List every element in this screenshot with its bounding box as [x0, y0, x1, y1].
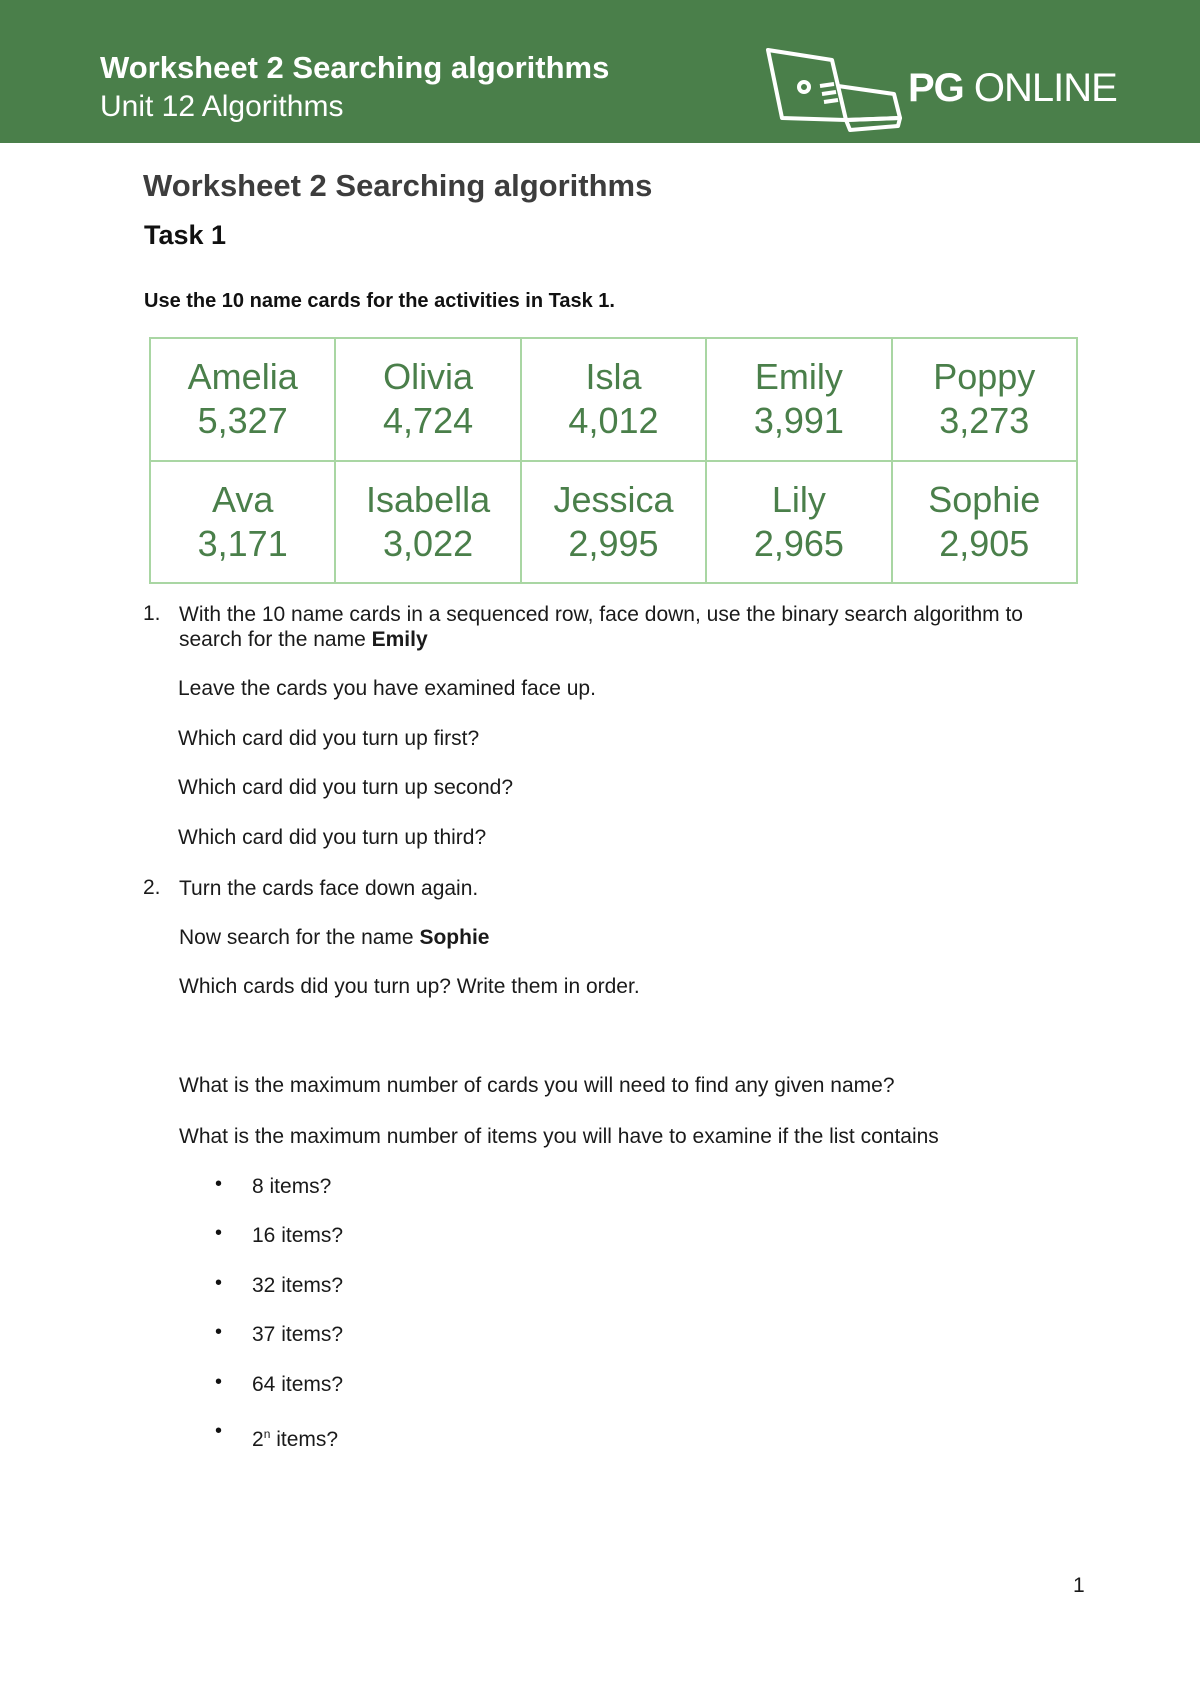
name-card [335, 461, 520, 584]
card-name: Lily [771, 478, 826, 520]
power-rest: items? [270, 1428, 339, 1451]
bullet-icon: • [215, 1173, 223, 1195]
question-2-number: 2. [143, 876, 161, 899]
card-value: 3,022 [383, 522, 474, 564]
list-item: 64 items? [252, 1373, 344, 1396]
card-name: Isabella [366, 478, 491, 520]
card-value: 4,012 [568, 400, 659, 442]
card-name: Amelia [187, 356, 298, 398]
question-1-third-card: Which card did you turn up third? [178, 826, 487, 849]
brand-name-rest: ONLINE [963, 66, 1117, 110]
task-heading: Task 1 [144, 220, 227, 250]
question-1-second-card: Which card did you turn up second? [178, 776, 514, 799]
card-name: Poppy [933, 356, 1036, 398]
question-1-instruction: Leave the cards you have examined face up. [178, 677, 596, 700]
question-2-search [179, 925, 489, 951]
search-name-emily: Emily [371, 628, 428, 651]
name-card [150, 461, 335, 584]
page-header-banner [0, 0, 1200, 143]
card-value: 3,273 [939, 400, 1030, 442]
question-1-line-2-text: search for the name [179, 628, 372, 651]
bullet-icon: • [215, 1321, 223, 1343]
header-subtitle: Unit 12 Algorithms [100, 90, 344, 123]
cards-row [150, 338, 1077, 461]
name-card [706, 461, 891, 584]
card-value: 4,724 [383, 400, 474, 442]
power-exponent: n [263, 1427, 271, 1441]
brand-name [908, 66, 1117, 111]
list-item: 37 items? [252, 1323, 344, 1346]
name-cards-table [149, 337, 1078, 584]
question-1-first-card: Which card did you turn up first? [178, 727, 480, 750]
name-card [521, 338, 706, 461]
search-name-sophie: Sophie [419, 926, 490, 949]
list-item: 8 items? [252, 1175, 332, 1198]
card-name: Olivia [383, 356, 474, 398]
name-card [521, 461, 706, 584]
brand-name-bold: PG [908, 66, 964, 110]
question-1-number: 1. [143, 602, 161, 625]
card-value: 2,995 [568, 522, 659, 564]
question-2-max-cards: What is the maximum number of cards you will need to find any given name? [179, 1074, 895, 1097]
card-name: Ava [212, 478, 274, 520]
list-item [252, 1421, 338, 1453]
bullet-icon: • [215, 1420, 223, 1442]
card-value: 2,965 [753, 522, 844, 564]
name-card [150, 338, 335, 461]
question-2-which-cards: Which cards did you turn up? Write them in order. [179, 975, 640, 998]
question-2-max-items: What is the maximum number of items you will have to examine if the list contains [179, 1125, 939, 1148]
name-card [335, 338, 520, 461]
card-value: 5,327 [197, 400, 288, 442]
bullet-icon: • [215, 1371, 223, 1393]
list-item: 32 items? [252, 1274, 344, 1297]
name-card [892, 338, 1077, 461]
question-2-turn-down: Turn the cards face down again. [179, 877, 479, 900]
name-card [892, 461, 1077, 584]
list-item: 16 items? [252, 1224, 344, 1247]
card-value: 2,905 [939, 522, 1030, 564]
task-intro: Use the 10 name cards for the activities in Task 1. [144, 290, 615, 312]
page-number: 1 [1073, 1574, 1085, 1597]
card-name: Isla [585, 356, 642, 398]
bullet-icon: • [215, 1272, 223, 1294]
card-value: 3,991 [753, 400, 844, 442]
card-name: Sophie [928, 478, 1041, 520]
power-base: 2 [252, 1428, 264, 1451]
card-name: Emily [754, 356, 843, 398]
bullet-icon: • [215, 1222, 223, 1244]
card-value: 3,171 [197, 522, 288, 564]
question-2-search-text: Now search for the name [179, 926, 420, 949]
name-card [706, 338, 891, 461]
question-1-line-2 [179, 627, 428, 653]
header-title: Worksheet 2 Searching algorithms [100, 50, 610, 85]
cards-row [150, 461, 1077, 584]
document-title: Worksheet 2 Searching algorithms [143, 168, 653, 203]
laptop-logo-icon [764, 46, 904, 134]
question-1-line-1: With the 10 name cards in a sequenced row, face down, use the binary search algorithm to [179, 603, 1023, 626]
card-name: Jessica [553, 478, 674, 520]
